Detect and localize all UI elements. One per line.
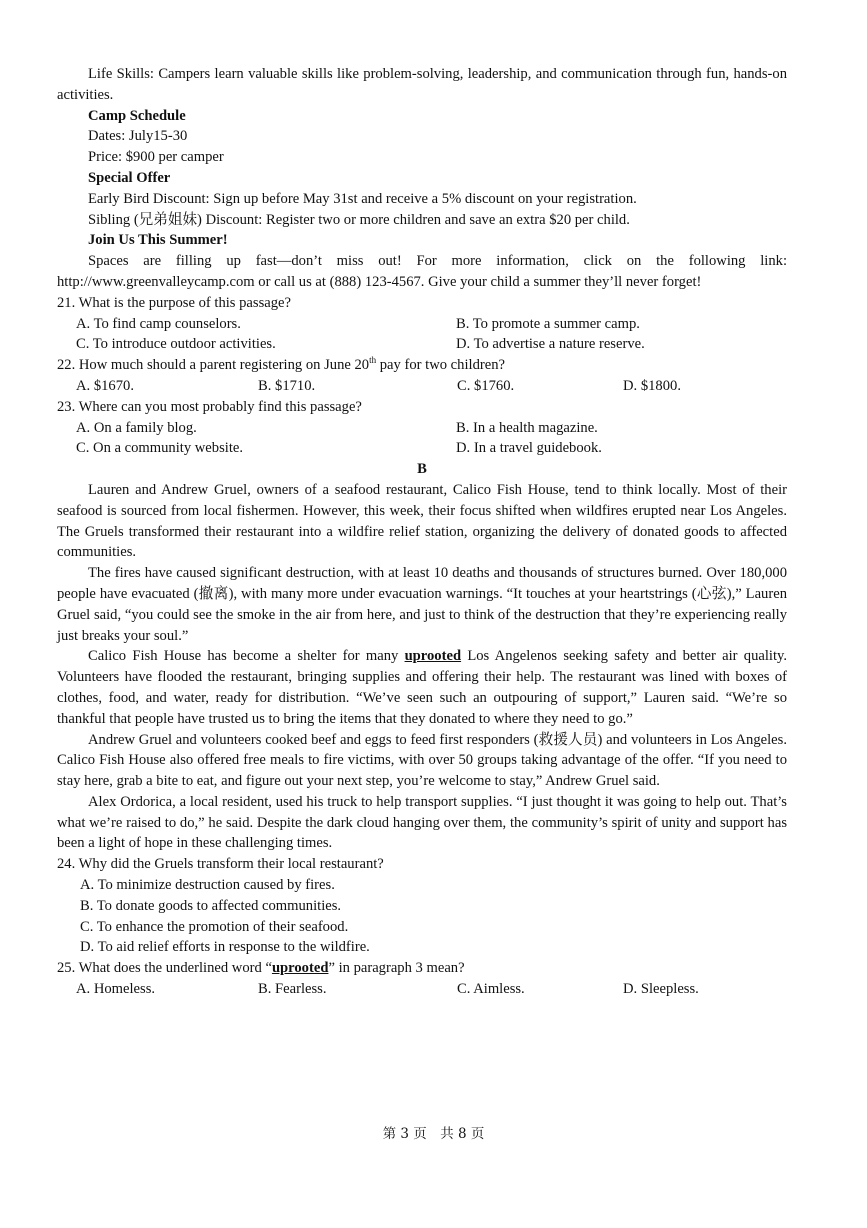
option-b: B. $1710.: [258, 377, 316, 394]
page-content: [57, 64, 787, 1000]
special-offer-heading: Special Offer: [88, 169, 171, 186]
question-22: [57, 355, 787, 397]
camp-price: Price: $900 per camper: [88, 149, 224, 166]
option-a: A. To minimize destruction caused by fires.: [80, 877, 335, 894]
options: [57, 314, 787, 356]
passage-b-paragraph-2: The fires have caused significant destruction, with at least 10 deaths and thousands of structures burned. Over 180,000 people have evacuated (撤离), with many more under evacuation warnings. “It touches at your heartstrings (心弦),” Lauren Gruel said, “you could see the smoke in the air from here, and just to think of the destruction that they’re experiencing really just breaks your soul.”: [57, 565, 787, 644]
option-c: C. On a community website.: [76, 440, 243, 457]
passage-b-heading: B: [417, 461, 427, 478]
question-23: [57, 397, 787, 459]
question-stem: [57, 958, 787, 979]
underlined-word: uprooted: [404, 648, 462, 665]
join-us-heading: Join Us This Summer!: [88, 232, 228, 249]
option-b: B. Fearless.: [258, 981, 327, 998]
passage-b-paragraph-1: Lauren and Andrew Gruel, owners of a seafood restaurant, Calico Fish House, tend to think locally. Most of their seafood is sourced from local fishermen. However, this week, their focus shifted when wildfires erupted near Los Angeles. The Gruels transformed their restaurant into a wildfire relief station, organizing the delivery of donated goods to affected communities.: [57, 481, 787, 561]
passage-b-paragraph-4: Andrew Gruel and volunteers cooked beef and eggs to feed first responders (救援人员) and volunteers in Los Angeles. Calico Fish House also offered free meals to fire victims, with over 50 groups taking advantage of the offer. “If you need to stay here, grab a bite to eat, and figure out your next step, you’re welcome to stay,” Andrew Gruel said.: [57, 731, 787, 790]
option-d: D. $1800.: [623, 377, 681, 394]
option-b: B. To promote a summer camp.: [456, 315, 640, 332]
stem-text: 25. What does the underlined word “: [57, 960, 272, 977]
camp-schedule-heading: Camp Schedule: [88, 107, 186, 124]
sibling-discount: Sibling (兄弟姐妹) Discount: Register two or more children and save an extra $20 per child.: [88, 211, 630, 228]
option-c: C. To introduce outdoor activities.: [76, 336, 276, 353]
option-c: C. Aimless.: [457, 981, 525, 998]
ordinal-suffix: th: [369, 355, 377, 366]
option-d: D. Sleepless.: [623, 981, 699, 998]
question-21: [57, 293, 787, 355]
option-c: C. To enhance the promotion of their seafood.: [80, 918, 349, 935]
options: [57, 376, 787, 397]
question-stem: 24. Why did the Gruels transform their local restaurant?: [57, 856, 384, 873]
early-bird-discount: Early Bird Discount: Sign up before May 31st and receive a 5% discount on your registration.: [88, 190, 637, 207]
option-a: A. On a family blog.: [76, 419, 197, 436]
option-b: B. To donate goods to affected communities.: [80, 897, 342, 914]
question-stem: 21. What is the purpose of this passage?: [57, 294, 291, 311]
option-d: D. To advertise a nature reserve.: [456, 336, 645, 353]
question-24: [57, 854, 787, 958]
question-stem: 23. Where can you most probably find this passage?: [57, 398, 362, 415]
passage-b-paragraph-3: [57, 646, 787, 729]
page-footer: 第 3 页 共 8 页: [382, 1126, 485, 1142]
option-a: A. To find camp counselors.: [76, 315, 241, 332]
camp-dates: Dates: July15-30: [88, 128, 188, 145]
paragraph-text-end: Los Angelenos seeking safety and better air quality. Volunteers have flooded the restaurant, bringing supplies and offering their help. The restaurant was lined with boxes of clothes, food, and water, ready for distribution. “We’ve seen such an outpouring of support,” Lauren said. “We’re so thankful that people have trusted us to bring the items that they donated to where they need to go.”: [57, 648, 788, 727]
closing-paragraph: Spaces are filling up fast—don’t miss out! For more information, click on the following link: http://www.greenvalleycamp.com or call us at (888) 123-4567. Give your child a summer they’ll never forget!: [57, 253, 787, 290]
stem-text-end: pay for two children?: [376, 357, 505, 374]
option-b: B. In a health magazine.: [456, 419, 598, 436]
option-d: D. In a travel guidebook.: [456, 440, 602, 457]
stem-text-end: ” in paragraph 3 mean?: [328, 960, 465, 977]
option-d: D. To aid relief efforts in response to the wildfire.: [80, 939, 370, 956]
option-a: A. Homeless.: [76, 981, 156, 998]
life-skills-paragraph: Life Skills: Campers learn valuable skills like problem-solving, leadership, and communication through fun, hands-on activities.: [57, 66, 787, 103]
underlined-word: uprooted: [271, 960, 329, 977]
question-25: [57, 958, 787, 1000]
paragraph-text: Calico Fish House has become a shelter for many: [88, 648, 405, 665]
option-c: C. $1760.: [457, 377, 515, 394]
stem-text: 22. How much should a parent registering on June 20: [57, 357, 370, 374]
option-a: A. $1670.: [76, 377, 134, 394]
options: [57, 418, 787, 460]
passage-b-paragraph-5: Alex Ordorica, a local resident, used his truck to help transport supplies. “I just thought it was going to help out. That’s what we’re raised to do,” he said. Despite the dark cloud hanging over them, the community’s spirit of unity and support has been a light of hope in these challenging times.: [57, 793, 787, 852]
question-stem: [57, 355, 787, 376]
options: [57, 979, 787, 1000]
